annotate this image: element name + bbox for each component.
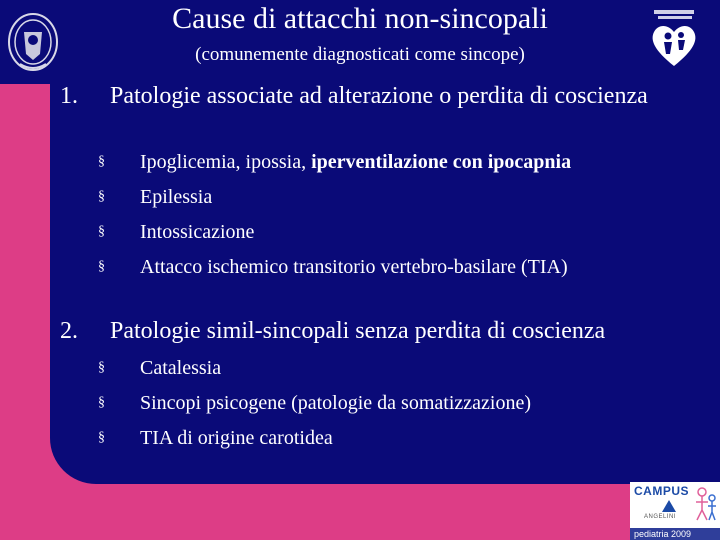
section-1-heading: Patologie associate ad alterazione o perdita di coscienza	[110, 83, 648, 109]
list-item: TIA di origine carotidea	[140, 427, 333, 449]
bullet-icon: §	[98, 395, 105, 410]
campus-emblem-icon	[662, 500, 676, 512]
bullet-icon: §	[98, 360, 105, 375]
campus-logo-subtitle: ANGELINI	[644, 514, 677, 520]
campus-pediatria-logo	[630, 482, 720, 540]
bullet-icon: §	[98, 430, 105, 445]
section-2-heading: Patologie simil-sincopali senza perdita di coscienza	[110, 318, 606, 344]
list-item-bold-text: iperventilazione con ipocapnia	[311, 151, 572, 173]
list-item: Epilessia	[140, 186, 213, 208]
campus-logo-strip	[630, 528, 720, 540]
list-item	[140, 147, 571, 177]
list-item: Sincopi psicogene (patologie da somatizzazione)	[140, 392, 531, 414]
bullet-icon: §	[98, 224, 105, 239]
children-drawing-icon	[694, 484, 718, 526]
campus-logo-word: CAMPUS	[634, 484, 690, 498]
bullet-icon: §	[98, 189, 105, 204]
slide-title: Cause di attacchi non-sincopali	[172, 2, 548, 35]
list-item: Catalessia	[140, 357, 222, 379]
bullet-icon: §	[98, 259, 105, 274]
list-item: Intossicazione	[140, 221, 255, 243]
slide-subtitle: (comunemente diagnosticati come sincope)	[195, 44, 525, 65]
bullet-icon: §	[98, 154, 105, 169]
section-1-number: 1.	[60, 83, 78, 109]
list-item-text: Ipoglicemia, ipossia,	[140, 151, 312, 173]
section-2-number: 2.	[60, 318, 78, 344]
campus-logo-strip-text: pediatria 2009	[634, 529, 692, 539]
list-item: Attacco ischemico transitorio vertebro-basilare (TIA)	[140, 256, 568, 278]
